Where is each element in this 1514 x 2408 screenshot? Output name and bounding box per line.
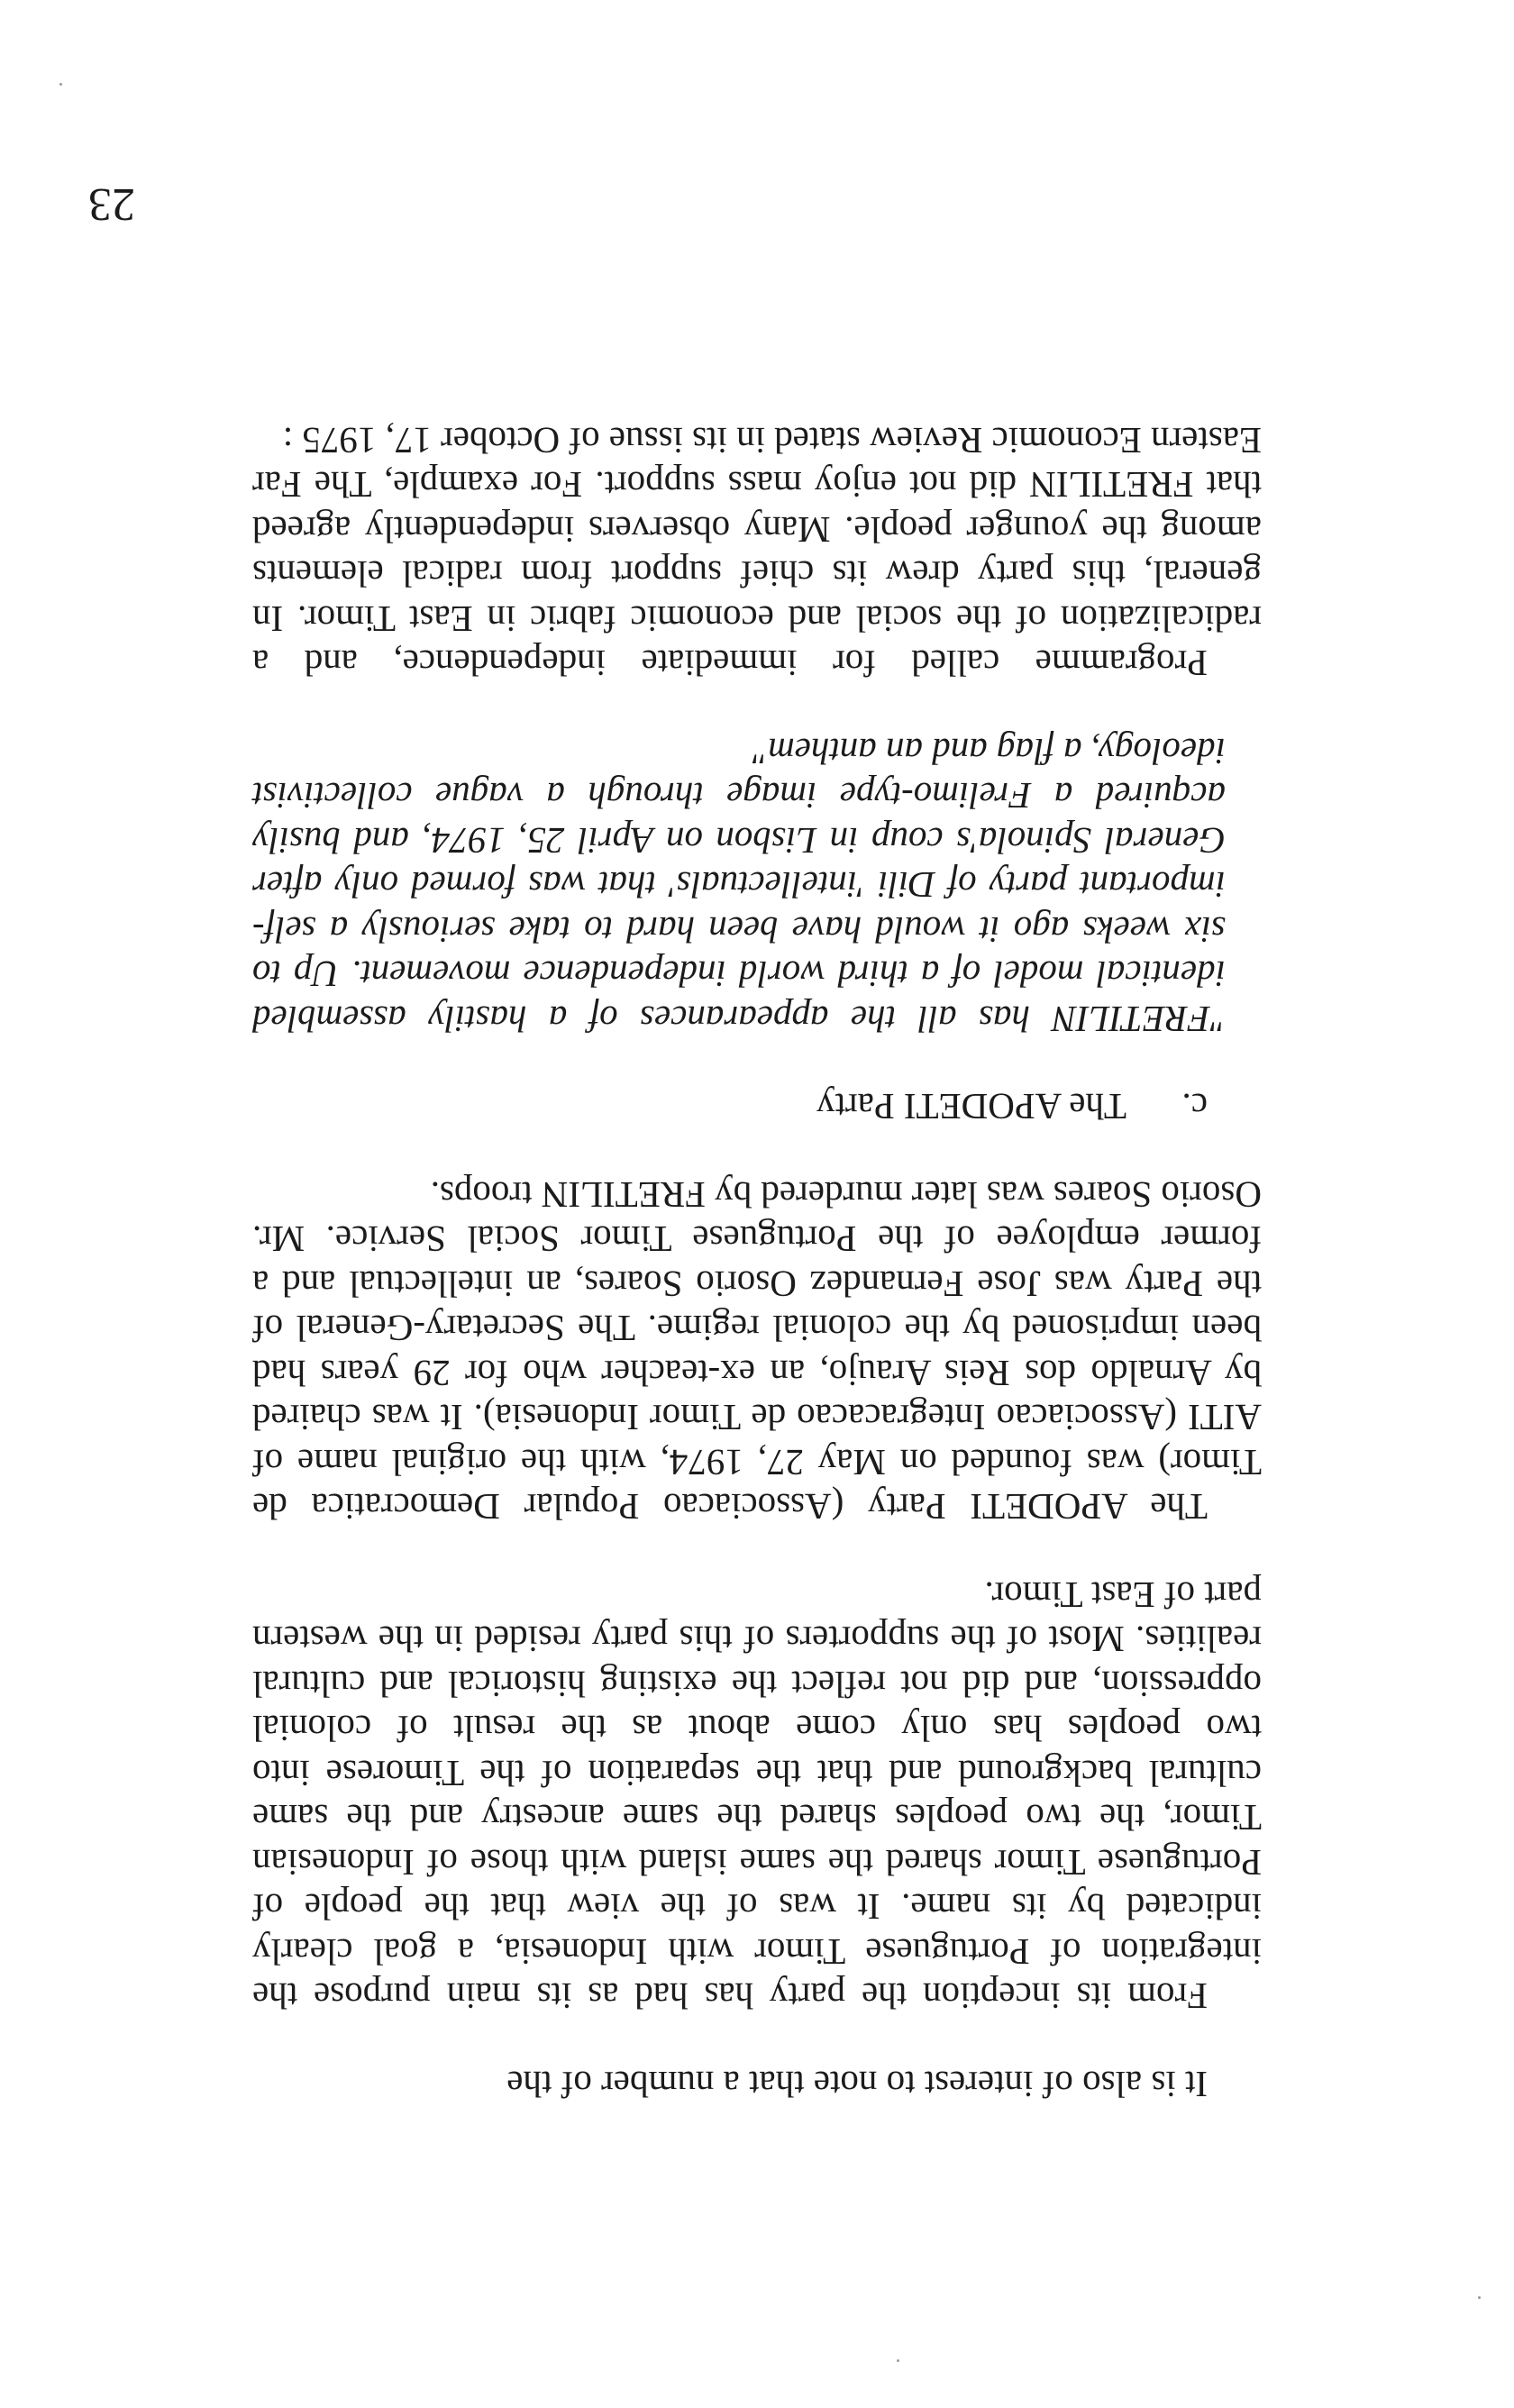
- paragraph-interest-note: It is also of interest to note that a number of the: [506, 2064, 1208, 2105]
- scan-speck: [1478, 2296, 1481, 2299]
- body-text: [252, 418, 1262, 2107]
- scan-speck: [59, 83, 62, 86]
- block-quote: "FRETILIN has all the appearances of a hastily assembled identical model of a third world independence movement. Up to six weeks ago it would have been hard to take seriously a self-important party of Dili 'intellectuals' that was formed only after General Spinola's coup in Lisbon on April 25, 1974, and busily acquired a Frelimo-type image through a vague collectivist ideology, a flag and an anthem": [252, 731, 1226, 1040]
- paragraph-gap: [252, 2019, 1262, 2062]
- paragraph-gap: [252, 686, 1262, 729]
- section-heading: [252, 1084, 1262, 1129]
- page-number: 23: [88, 178, 135, 230]
- paragraph-gap: [252, 1129, 1262, 1172]
- paragraph-apodeti-founding: The APODETI Party (Associacao Popular Democratica de Timor) was founded on May 27, 1974, with the original name of AITI (Associacao Integracacao de Timor Indonesia). It was chaired by Arnaldo dos Reis Araujo, an ex-teacher who for 29 years had been imprisoned by the colonial regime. The Secretary-General of the Party was Jose Fernandez Osorio Soares, an intellectual and a former employee of the Portuguese Timor Social Service. Mr. Osorio Soares was later murdered by FRETILIN troops.: [252, 1174, 1262, 1528]
- section-letter: c.: [1181, 1086, 1208, 1128]
- paragraph-gap: [252, 1529, 1262, 1573]
- paragraph-fretilin-programme: Programme called for immediate independence, and a radicalization of the social and economic fabric in East Timor. In general, this party drew its chief support from radical elements among the younger people. Many observers independently agreed that FRETILIN did not enjoy mass support. For example, The Far Eastern Economic Review stated in its issue of October 17, 1975 :: [252, 420, 1262, 685]
- section-title: The APODETI Party: [816, 1086, 1126, 1128]
- paragraph-gap: [252, 1041, 1262, 1084]
- paragraph-party-purpose: From its inception the party has had as its main purpose the integration of Portuguese Timor with Indonesia, a goal clearly indicated by its name. It was of the view that the people of Portuguese Timor shared the same island with those of Indonesian Timor, the two peoples shared the same ancestry and the same cultural background and that the separation of the Timorese into two peoples has only come about as the result of colonial oppression, and did not reflect the existing historical and cultural realities. Most of the supporters of this party resided in the western part of East Timor.: [252, 1574, 1262, 2018]
- scan-speck: [897, 2359, 899, 2362]
